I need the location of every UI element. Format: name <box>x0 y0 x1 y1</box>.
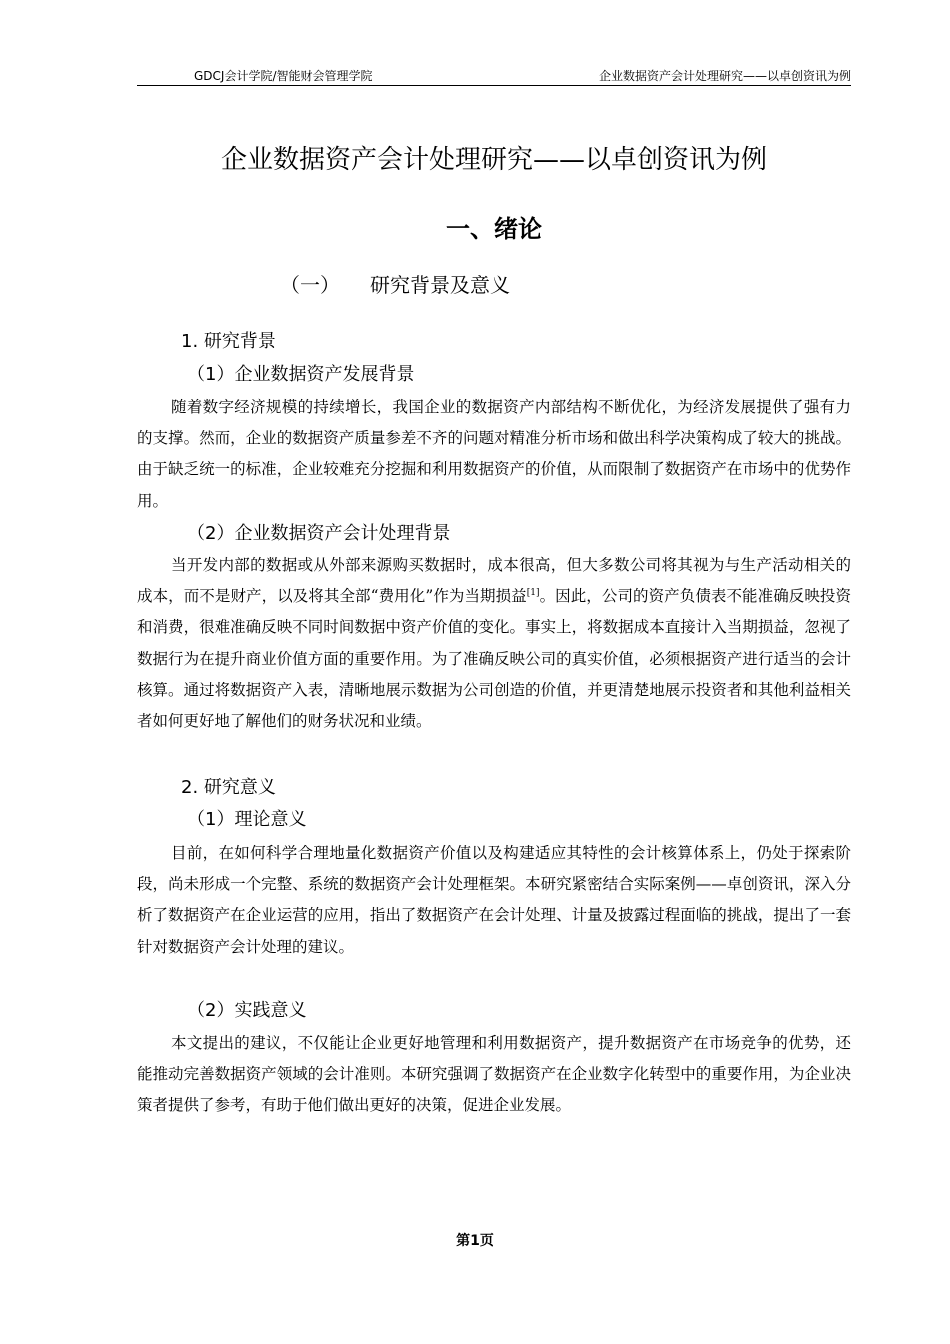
paper-title: 企业数据资产会计处理研究——以卓创资讯为例 <box>220 145 767 175</box>
subsection-heading-significance: 2. 研究意义 <box>181 777 276 798</box>
section-number: （一） <box>280 273 340 297</box>
subsection-heading-background: 1. 研究背景 <box>181 331 276 352</box>
paragraph-practice: 本文提出的建议，不仅能让企业更好地管理和利用数据资产，提升数据资产在市场竞争的优势，还能推动完善数据资产领域的会计准则。本研究强调了数据资产在企业数字化转型中的重要作用，为企业决策者提供了参考，有助于他们做出更好的决策，促进企业发展。 <box>137 1034 851 1115</box>
page-number: 第1页 <box>456 1233 494 1249</box>
subsubsection-heading-practice: （2）实践意义 <box>187 1000 307 1021</box>
paragraph-accounting-part1: 当开发内部的数据或从外部来源购买数据时，成本很高，但大多数公司将其视为与生产活动相关的成本，而不是财产，以及将其全部“费用化”作为当期损益 <box>137 556 851 606</box>
paragraph-accounting-part2: 。因此，公司的资产负债表不能准确反映投资和消费，很难准确反映不同时间数据中资产价值的变化。事实上，将数据成本直接计入当期损益，忽视了数据行为在提升商业价值方面的重要作用。为了准确反映公司的真实价值，必须根据资产进行适当的会计核算。通过将数据资产入表，清晰地展示数据为公司创造的价值，并更清楚地展示投资者和其他利益相关者如何更好地了解他们的财务状况和业绩。 <box>137 587 851 731</box>
subsubsection-heading-accounting: （2）企业数据资产会计处理背景 <box>187 523 451 544</box>
subsubsection-heading-theory: （1）理论意义 <box>187 809 307 830</box>
paragraph-theory: 目前，在如何科学合理地量化数据资产价值以及构建适应其特性的会计核算体系上，仍处于探索阶段，尚未形成一个完整、系统的数据资产会计处理框架。本研究紧密结合实际案例——卓创资讯，深入分析了数据资产在企业运营的应用，指出了数据资产在会计处理、计量及披露过程面临的挑战，提出了一套针对数据资产会计处理的建议。 <box>137 844 851 956</box>
paragraph-accounting <box>137 550 851 737</box>
subsubsection-heading-development: （1）企业数据资产发展背景 <box>187 364 415 385</box>
chapter-heading: 一、绪论 <box>446 215 542 243</box>
paragraph-development: 随着数字经济规模的持续增长，我国企业的数据资产内部结构不断优化，为经济发展提供了强有力的支撑。然而，企业的数据资产质量参差不齐的问题对精准分析市场和做出科学决策构成了较大的挑战。由于缺乏统一的标准，企业较难充分挖掘和利用数据资产的价值，从而限制了数据资产在市场中的优势作用。 <box>137 398 851 510</box>
header-paper-title: 企业数据资产会计处理研究——以卓创资讯为例 <box>598 69 851 83</box>
section-label: 研究背景及意义 <box>370 273 510 297</box>
page-header <box>137 68 851 86</box>
header-institution: GDCJ会计学院/智能财会管理学院 <box>194 69 373 83</box>
section-heading <box>280 270 510 300</box>
citation-ref: [1] <box>526 588 540 599</box>
